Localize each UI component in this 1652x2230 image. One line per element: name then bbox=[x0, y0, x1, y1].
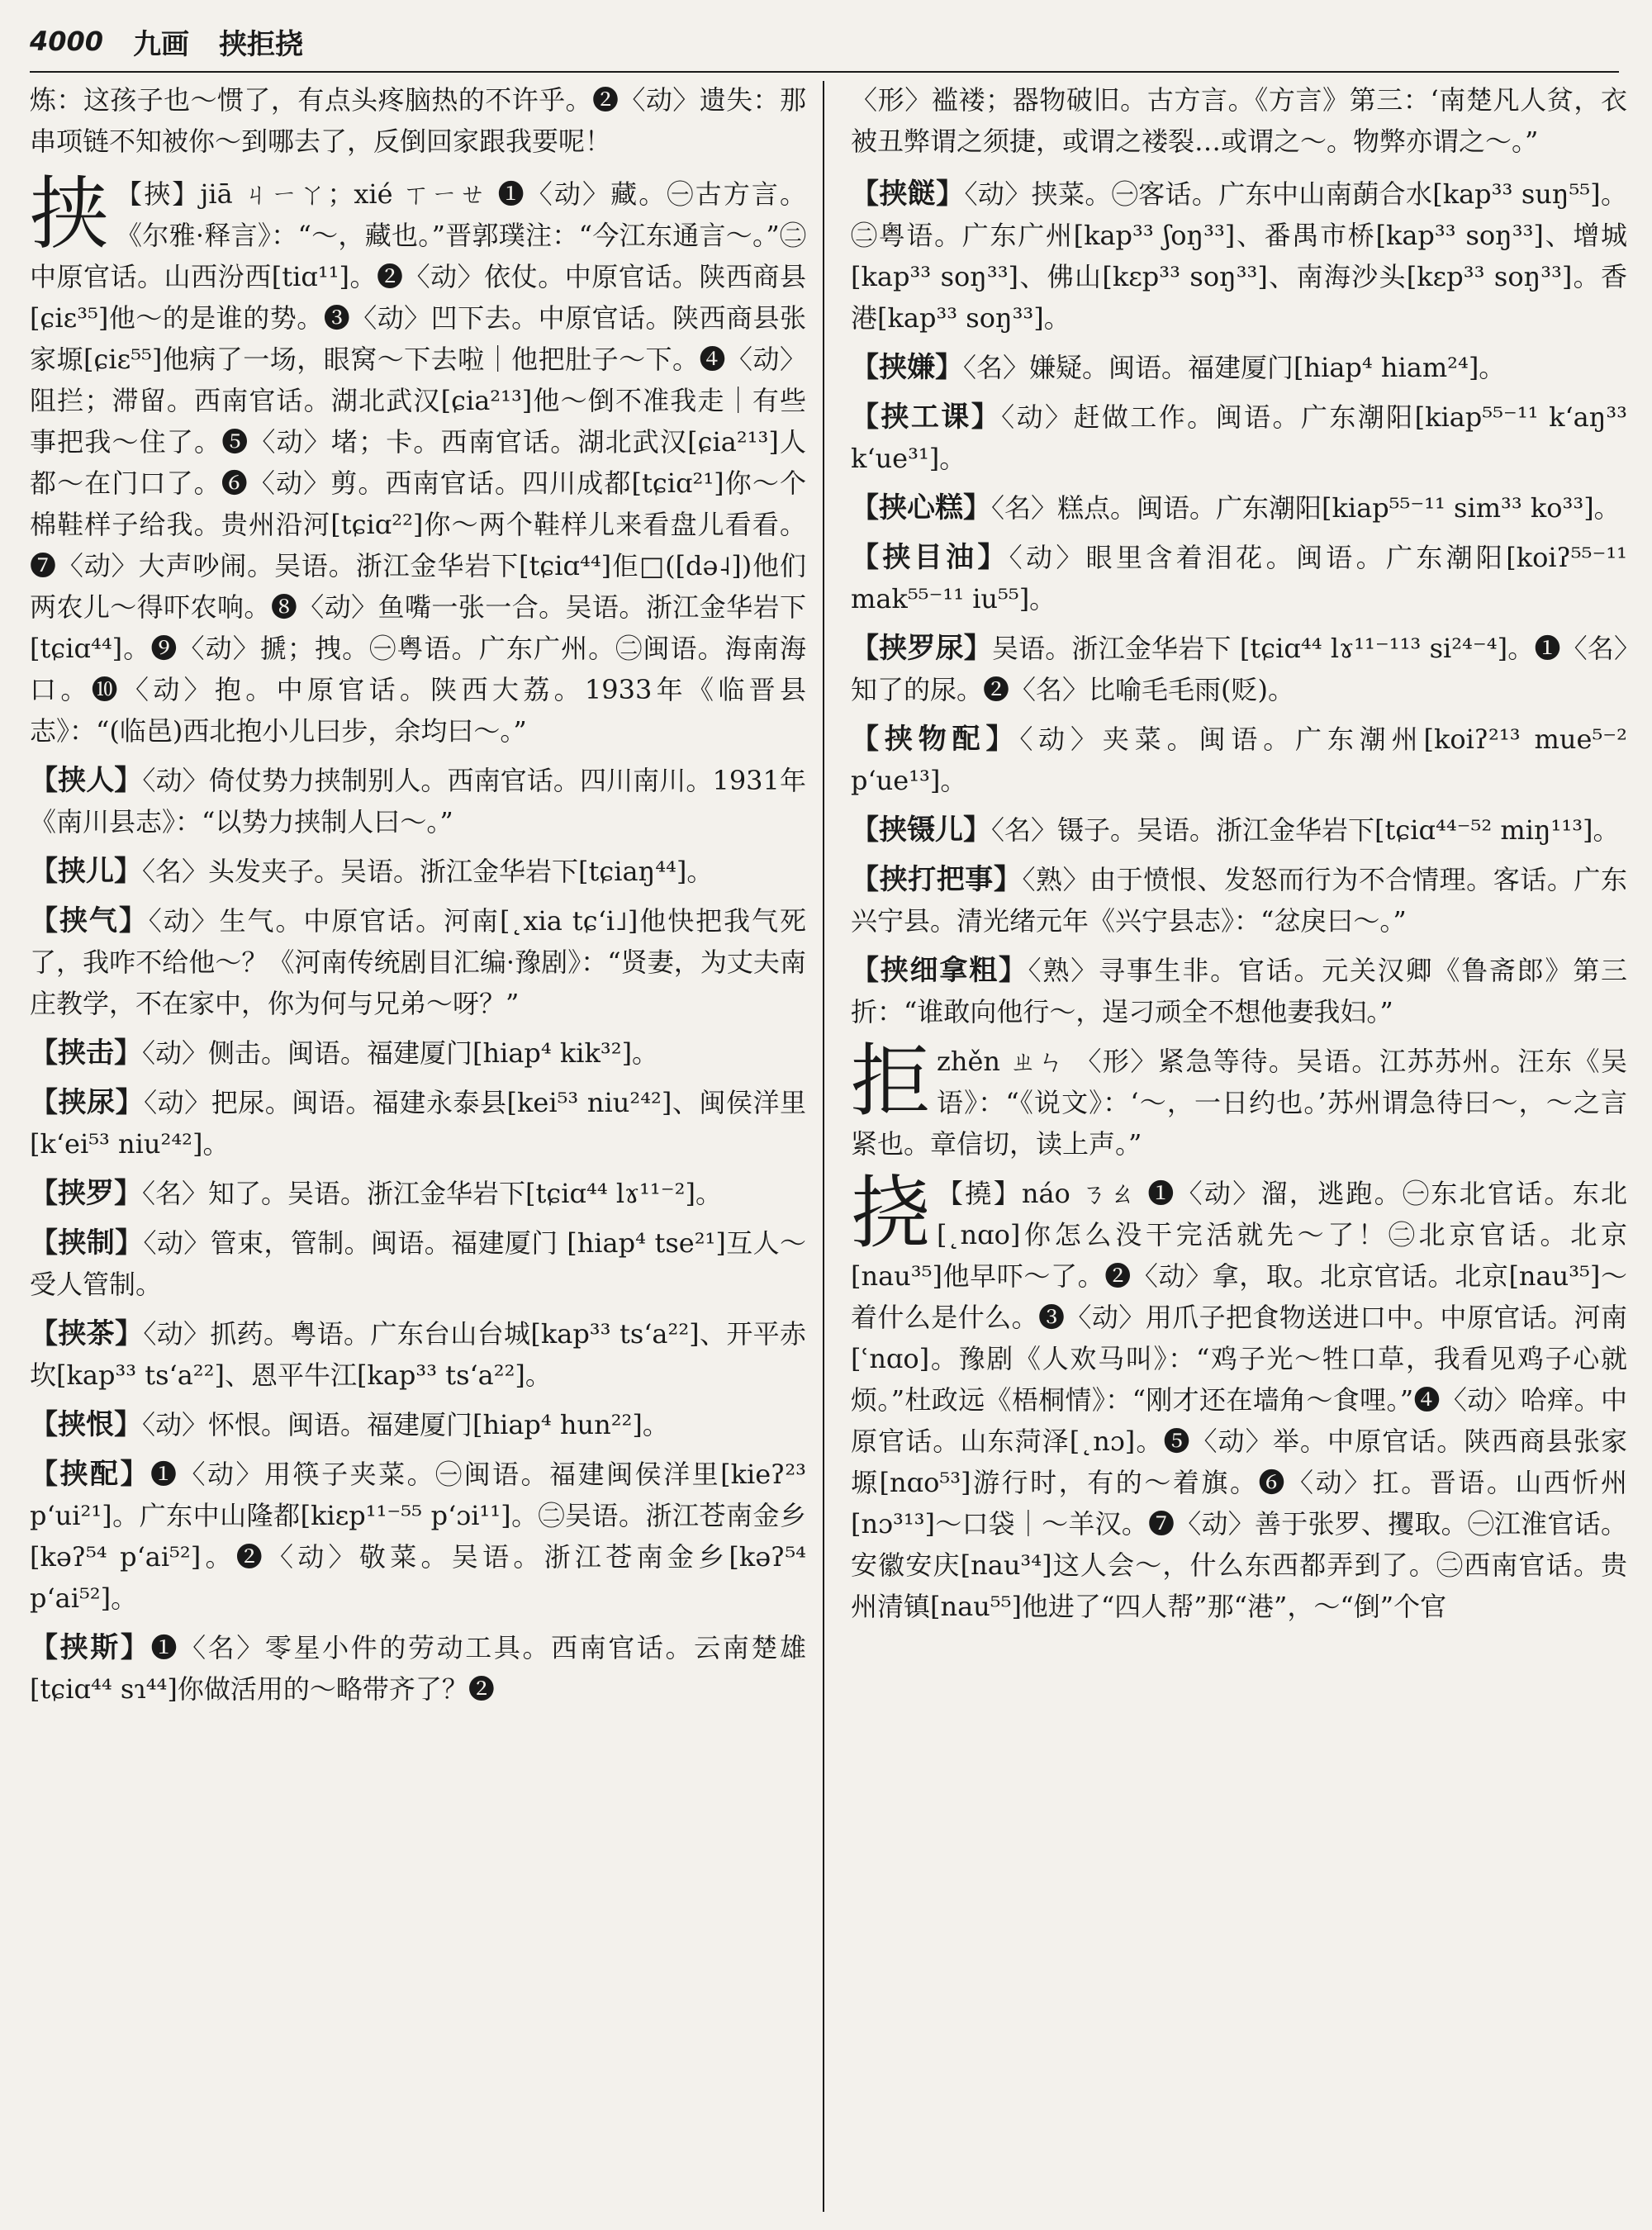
entry-text: 〈动〉倚仗势力挟制别人。西南官话。四川南川。1931年《南川县志》：“以势力挟制人曰～。” bbox=[30, 765, 806, 837]
entry-text: 〈熟〉寻事生非。官话。元关汉卿《鲁斋郎》第三折：“谁敢向他行～，逞刁顽全不想他妻我妇。” bbox=[851, 955, 1627, 1027]
entry-headword: 【挟嫌】 bbox=[851, 351, 963, 384]
entry-headword: 【挟打把事】 bbox=[851, 863, 1023, 896]
entry-ju bbox=[851, 1035, 1627, 1165]
dict-entry bbox=[30, 1032, 806, 1074]
entry-text: 〈名〉糕点。闽语。广东潮阳[kiap⁵⁵⁻¹¹ sim³³ ko³³]。 bbox=[991, 492, 1621, 524]
dict-entry bbox=[851, 347, 1627, 388]
entry-text: 〈动〉赶做工作。闽语。广东潮阳[kiap⁵⁵⁻¹¹ kʻaŋ³³ kʻue³¹]。 bbox=[851, 401, 1627, 474]
dict-entry bbox=[30, 760, 806, 842]
entry-headword: 【挟目油】 bbox=[851, 541, 1009, 574]
entry-headword: 【挟罗尿】 bbox=[851, 632, 992, 665]
dict-entry bbox=[30, 851, 806, 892]
column-divider bbox=[823, 81, 824, 2212]
entry-body: 【撓】náo ㄋㄠ ❶〈动〉溜，逃跑。㊀东北官话。东北[˛nɑo]你怎么没干完活就先～了！㊁北京官话。北京[nau³⁵]他早吓～了。❷〈动〉拿，取。北京官话。北京[nau³⁵]～着什么是什么。❸〈动〉用爪子把食物送进口中。中原官话。河南[ʿnɑo]。豫剧《人欢马叫》：“鸡子光～牲口草，我看见鸡子心就烦。”杜政远《梧桐情》：“刚才还在墙角～食哩。”❹〈动〉哈痒。中原官话。山东菏泽[˛nɔ]。❺〈动〉举。中原官话。陕西商县张家塬[nɑo⁵³]游行时，有的～着旗。❻〈动〉扛。晋语。山西忻州[nɔ³¹³]～口袋｜～羊汉。❼〈动〉善于张罗、攫取。㊀江淮官话。安徽安庆[nau³⁴]这人会～，什么东西都弄到了。㊁西南官话。贵州清镇[nau⁵⁵]他进了“四人帮”那“港”，～“倒”个官 bbox=[851, 1178, 1627, 1622]
dict-entry bbox=[851, 628, 1627, 710]
entry-headword: 【挟物配】 bbox=[851, 723, 1020, 756]
headword-char: 拒 bbox=[851, 1035, 930, 1127]
entry-headword: 【挟镊儿】 bbox=[851, 814, 991, 847]
dict-entry bbox=[30, 1627, 806, 1710]
entry-text: 〈动〉怀恨。闽语。福建厦门[hiap⁴ hun²²]。 bbox=[142, 1409, 669, 1440]
entry-body: 【挾】jiā ㄐㄧㄚ；xié ㄒㄧㄝ ❶〈动〉藏。㊀古方言。《尔雅·释言》：“～，藏也。”晋郭璞注：“今江东通言～。”㊁中原官话。山西汾西[tiɑ¹¹]。❷〈动〉依仗。中原官话。陕西商县[ɕiɛ³⁵]他～的是谁的势。❸〈动〉凹下去。中原官话。陕西商县张家塬[ɕiɛ⁵⁵]他病了一场，眼窝～下去啦｜他把肚子～下。❹〈动〉阻拦；滞留。西南官话。湖北武汉[ɕia²¹³]他～倒不准我走｜有些事把我～住了。❺〈动〉堵；卡。西南官话。湖北武汉[ɕia²¹³]人都～在门口了。❻〈动〉剪。西南官话。四川成都[tɕiɑ²¹]你～个棉鞋样子给我。贵州沿河[tɕiɑ²²]你～两个鞋样儿来看盘儿看看。❼〈动〉大声吵闹。吴语。浙江金华岩下[tɕiɑ⁴⁴]佢□([də˨])他们两农儿～得吓农响。❽〈动〉鱼嘴一张一合。吴语。浙江金华岩下[tɕiɑ⁴⁴]。❾〈动〉搋；拽。㊀粤语。广东广州。㊁闽语。海南海口。❿〈动〉抱。中原官话。陕西大荔。1933年《临晋县志》：“(临邑)西北抱小儿曰步，余均曰～。” bbox=[30, 178, 806, 747]
entry-text: 〈动〉抓药。粤语。广东台山台城[kap³³ tsʻa²²]、开平赤坎[kap³³ tsʻa²²]、恩平牛江[kap³³ tsʻa²²]。 bbox=[30, 1318, 806, 1391]
dict-entry bbox=[851, 950, 1627, 1032]
entry-text: 〈名〉头发夹子。吴语。浙江金华岩下[tɕiaŋ⁴⁴]。 bbox=[142, 856, 714, 887]
entry-text: 〈熟〉由于愤恨、发怒而行为不合情理。客话。广东兴宁县。清光绪元年《兴宁县志》：“忿戾曰～。” bbox=[851, 864, 1627, 937]
dict-entry bbox=[851, 173, 1627, 339]
entry-headword: 【挟餸】 bbox=[851, 178, 965, 211]
dict-entry bbox=[30, 1404, 806, 1445]
entry-headword: 【挟细拿粗】 bbox=[851, 954, 1028, 987]
entry-text: 〈动〉挟菜。㊀客话。广东中山南蓢合水[kap³³ suŋ⁵⁵]。㊁粤语。广东广州[kap³³ ʃoŋ³³]、番禺市桥[kap³³ soŋ³³]、增城[kap³³ soŋ³³]、佛山[kɛp³³ soŋ³³]、南海沙头[kɛp³³ soŋ³³]。香港[kap³³ soŋ³³]。 bbox=[851, 178, 1627, 334]
entry-text: 〈名〉镊子。吴语。浙江金华岩下[tɕiɑ⁴⁴⁻⁵² miŋ¹¹³]。 bbox=[991, 814, 1620, 846]
entry-xie bbox=[30, 168, 806, 752]
headword-char: 挠 bbox=[851, 1167, 930, 1260]
headword-char: 挟 bbox=[30, 168, 109, 260]
dict-entry bbox=[851, 859, 1627, 942]
dict-entry bbox=[851, 537, 1627, 619]
entry-nao bbox=[851, 1167, 1627, 1627]
entry-text: 〈名〉嫌疑。闽语。福建厦门[hiap⁴ hiam²⁴]。 bbox=[963, 352, 1506, 383]
entry-headword: 【挟工课】 bbox=[851, 401, 1002, 434]
entry-text: 〈动〉管束，管制。闽语。福建厦门 [hiap⁴ tse²¹]互人～受人管制。 bbox=[30, 1227, 806, 1300]
entry-text: 〈名〉知了。吴语。浙江金华岩下[tɕiɑ⁴⁴ lɤ¹¹⁻²]。 bbox=[142, 1178, 722, 1209]
dict-entry bbox=[30, 1082, 806, 1165]
entry-headword: 【挟儿】 bbox=[30, 855, 142, 888]
entry-headword: 【挟气】 bbox=[30, 904, 149, 937]
entry-headword: 【挟制】 bbox=[30, 1226, 144, 1260]
entry-headword: 【挟配】 bbox=[30, 1458, 151, 1491]
entry-text: 〈动〉夹菜。闽语。广东潮州[koiʔ²¹³ mue⁵⁻² pʻue¹³]。 bbox=[851, 724, 1627, 796]
dict-entry bbox=[851, 719, 1627, 801]
dict-entry bbox=[30, 1222, 806, 1305]
continued-text: 〈形〉褴褛；器物破旧。古方言。《方言》第三：‘南楚凡人贫，衣被丑弊谓之须捷，或谓之褛裂…或谓之～。物弊亦谓之～。” bbox=[851, 84, 1627, 157]
left-column bbox=[30, 79, 806, 2218]
entry-text: 〈动〉把尿。闽语。福建永泰县[kei⁵³ niu²⁴²]、闽侯洋里[kʻei⁵³ niu²⁴²]。 bbox=[30, 1087, 806, 1160]
dict-entry bbox=[30, 1173, 806, 1214]
entry-headword: 【挟尿】 bbox=[30, 1086, 145, 1119]
entry-headword: 【挟斯】 bbox=[30, 1631, 151, 1664]
section-label: 九画 bbox=[133, 27, 190, 61]
entry-headword: 【挟击】 bbox=[30, 1037, 142, 1070]
entry-text: 〈动〉生气。中原官话。河南[˛xia tɕʻi˩]他快把我气死了，我咋不给他～？《河南传统剧目汇编·豫剧》：“贤妻，为丈夫南庄教学，不在家中，你为何与兄弟～呀？” bbox=[30, 905, 806, 1019]
entry-text: 吴语。浙江金华岩下 [tɕiɑ⁴⁴ lɤ¹¹⁻¹¹³ si²⁴⁻⁴]。❶〈名〉知了的尿。❷〈名〉比喻毛毛雨(贬)。 bbox=[851, 633, 1627, 705]
dict-entry bbox=[30, 1454, 806, 1619]
dict-entry bbox=[851, 396, 1627, 479]
entry-headword: 【挟心糕】 bbox=[851, 491, 991, 524]
entry-headword: 【挟罗】 bbox=[30, 1177, 142, 1210]
entry-headword: 【挟恨】 bbox=[30, 1408, 142, 1441]
entry-text: 〈动〉侧击。闽语。福建厦门[hiap⁴ kik³²]。 bbox=[142, 1037, 659, 1069]
right-column bbox=[851, 79, 1627, 2218]
section-chars: 挟拒挠 bbox=[219, 27, 304, 61]
entry-headword: 【挟茶】 bbox=[30, 1317, 144, 1350]
dict-entry bbox=[851, 487, 1627, 529]
entry-body: zhěn ㄓㄣ 〈形〉紧急等待。吴语。江苏苏州。汪东《吴语》：“《说文》：‘～，一日约也。’苏州谓急待曰～，～之言紧也。章信切，读上声。” bbox=[851, 1046, 1627, 1160]
entry-headword: 【挟人】 bbox=[30, 764, 143, 797]
entry-text: 〈动〉眼里含着泪花。闽语。广东潮阳[koiʔ⁵⁵⁻¹¹ mak⁵⁵⁻¹¹ iu⁵⁵]。 bbox=[851, 542, 1627, 614]
page-number: 4000 bbox=[30, 26, 104, 57]
continued-text: 炼：这孩子也～惯了，有点头疼脑热的不许乎。❷〈动〉遗失：那串项链不知被你～到哪去了，反倒回家跟我要呢！ bbox=[30, 84, 806, 157]
page-header bbox=[30, 15, 1622, 68]
entry-text: ❶〈动〉用筷子夹菜。㊀闽语。福建闽侯洋里[kieʔ²³ pʻui²¹]。广东中山隆都[kiɛp¹¹⁻⁵⁵ pʻɔi¹¹]。㊁吴语。浙江苍南金乡[kəʔ⁵⁴ pʻai⁵²]。❷〈动〉敬菜。吴语。浙江苍南金乡[kəʔ⁵⁴ pʻai⁵²]。 bbox=[30, 1459, 806, 1614]
header-rule bbox=[30, 71, 1619, 73]
dict-entry bbox=[851, 809, 1627, 851]
entry-text: ❶〈名〉零星小件的劳动工具。西南官话。云南楚雄[tɕiɑ⁴⁴ sɿ⁴⁴]你做活用的～略带齐了？❷ bbox=[30, 1632, 806, 1705]
dict-entry bbox=[30, 900, 806, 1024]
dict-entry bbox=[30, 1313, 806, 1396]
